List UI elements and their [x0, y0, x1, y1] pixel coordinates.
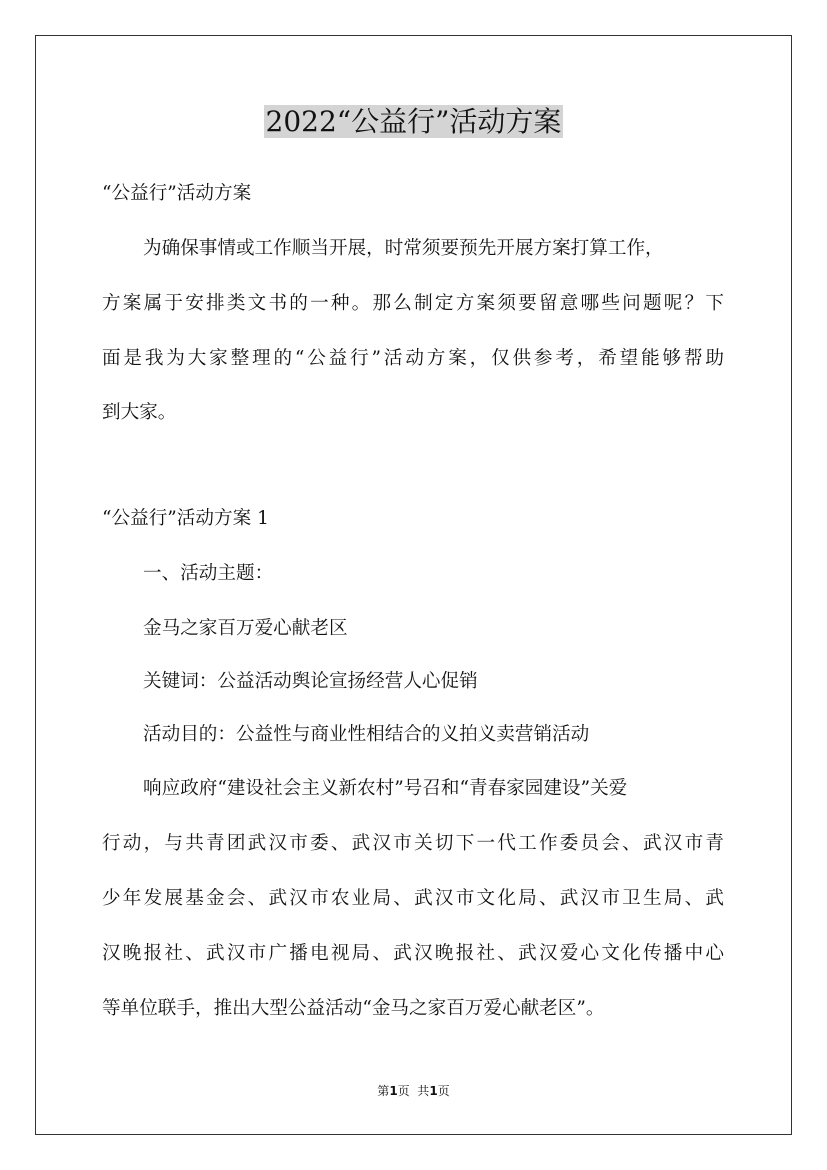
- body-line-5: 等单位联手，推出大型公益活动“金马之家百万爱心献老区”。: [102, 998, 605, 1019]
- intro-line-3: 面是我为大家整理的“公益行”活动方案，仅供参考，希望能够帮助: [102, 348, 724, 369]
- footer-page-num: 1: [389, 1084, 398, 1098]
- intro-line-2: 方案属于安排类文书的一种。那么制定方案须要留意哪些问题呢？下: [102, 293, 724, 314]
- body-line-2: 行动，与共青团武汉市委、武汉市关切下一代工作委员会、武汉市青: [102, 833, 724, 854]
- document-title-text: 2022“公益行”活动方案: [265, 105, 562, 138]
- body-line-3: 少年发展基金会、武汉市农业局、武汉市文化局、武汉市卫生局、武: [102, 888, 724, 909]
- body-line-4: 汉晚报社、武汉市广播电视局、武汉晚报社、武汉爱心文化传播中心: [102, 943, 724, 964]
- subtitle: “公益行”活动方案: [102, 183, 252, 204]
- footer-page-prefix: 第: [377, 1084, 390, 1098]
- purpose-line: 活动目的：公益性与商业性相结合的义拍义卖营销活动: [143, 724, 590, 745]
- section-heading: “公益行”活动方案 1: [102, 508, 269, 529]
- theme-label: 一、活动主题：: [143, 563, 274, 584]
- footer-page-mid: 页 共: [397, 1084, 430, 1098]
- footer-page-suffix: 页: [437, 1084, 450, 1098]
- document-title: [0, 100, 827, 144]
- page-footer: [0, 1082, 827, 1100]
- intro-line-1: 为确保事情或工作顺当开展，时常须要预先开展方案打算工作，: [143, 238, 664, 259]
- keywords-line: 关键词：公益活动舆论宣扬经营人心促销: [143, 671, 478, 692]
- theme-value: 金马之家百万爱心献老区: [143, 618, 348, 639]
- body-line-1: 响应政府“建设社会主义新农村”号召和“青春家园建设”关爱: [143, 778, 628, 799]
- footer-page-total: 1: [429, 1084, 438, 1098]
- intro-line-4: 到大家。: [102, 402, 177, 423]
